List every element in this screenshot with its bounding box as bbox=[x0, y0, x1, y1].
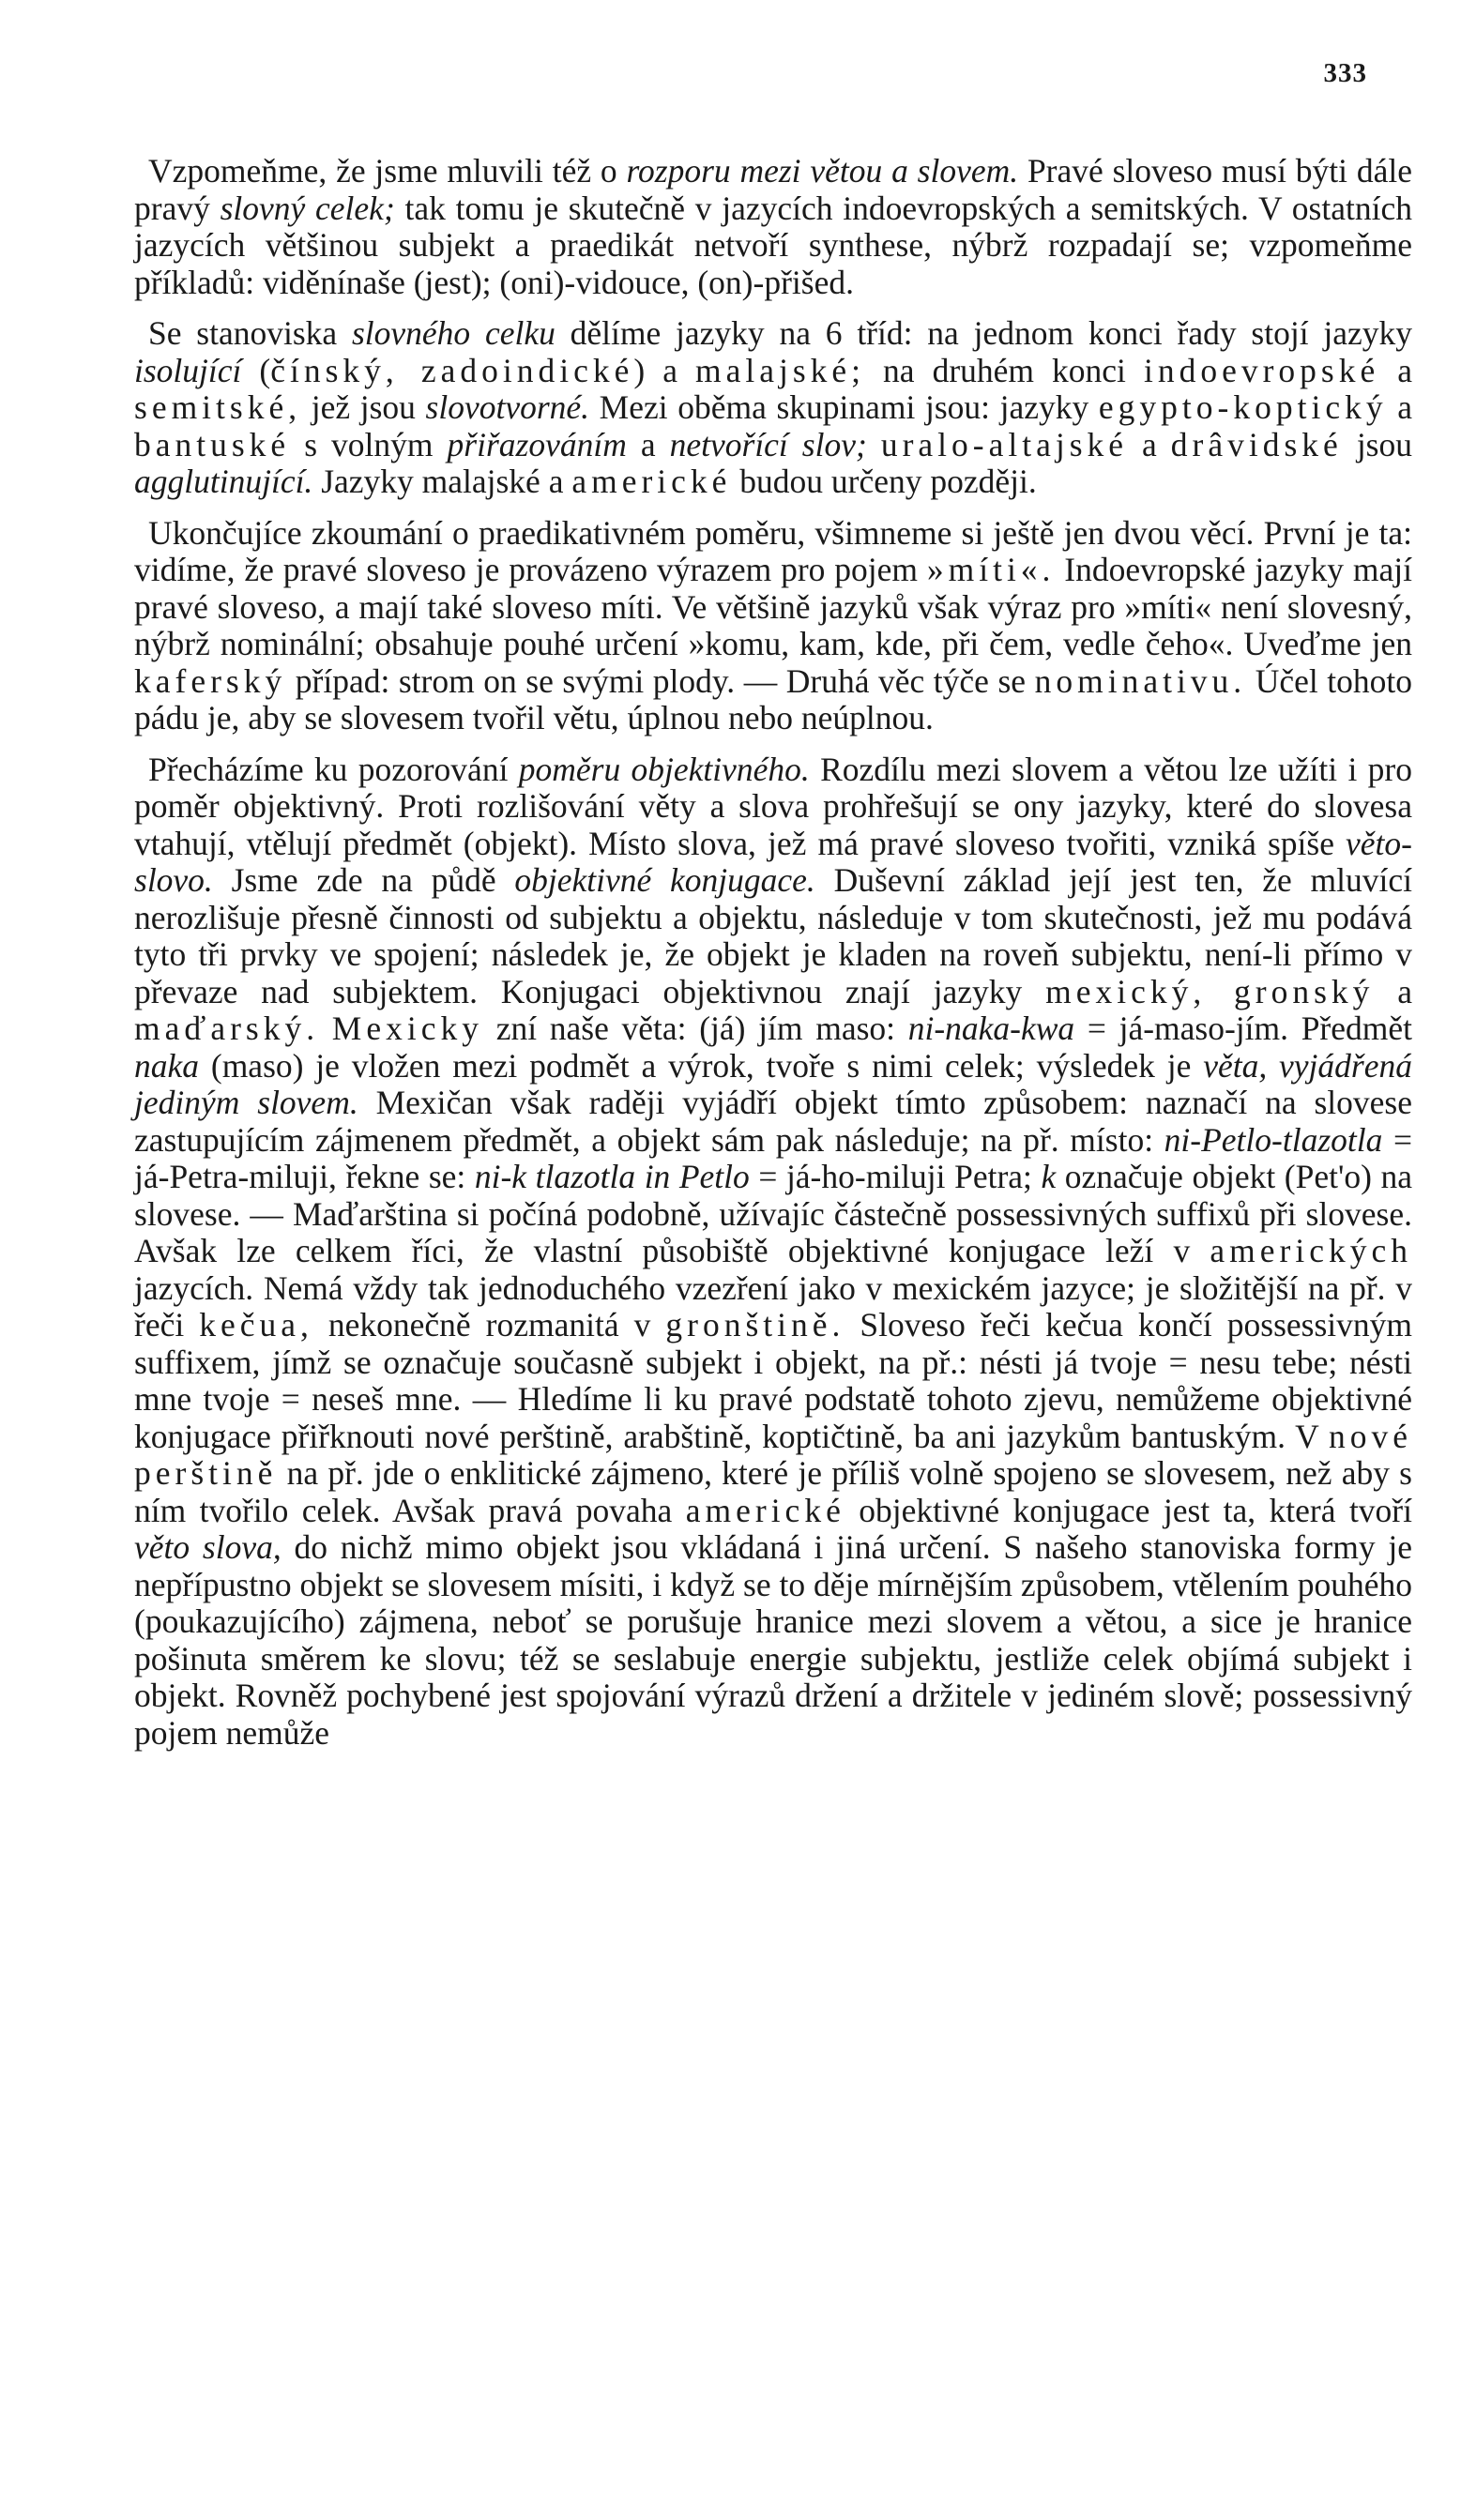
spaced-term: bantuské bbox=[134, 425, 291, 463]
text-run bbox=[319, 1010, 332, 1047]
spaced-term: drâvidské bbox=[1170, 425, 1343, 463]
text-run: = já-maso-jím. Předmět bbox=[1074, 1010, 1412, 1047]
italic-term: věto-slovo. bbox=[134, 824, 1412, 899]
text-run: do nichž mimo objekt jsou vkládaná i jiná určení. S našeho stanoviska formy je nepřípustno objekt se slovesem mísiti, i když se to děje mírnějším způsobem, vtělením pouhého (poukazujícího) zájmena, neboť se porušuje hranice mezi slovem a větou, a sice je hranice pošinuta směrem ke slovu; též se seslabuje energie subjektu, jestliže celek objímá subjekt i objekt. Rovněž pochybené jest spojování výrazů držení a držitele v jediném slově; possessivný pojem nemůže bbox=[134, 1528, 1413, 1752]
text-run: (maso) je vložen mezi podmět a výrok, tvoře s nimi celek; výsledek je bbox=[199, 1046, 1204, 1085]
text-run: Vzpomeňme, že jsme mluvili též o bbox=[148, 152, 627, 190]
spaced-term: nové perštině bbox=[134, 1417, 1412, 1492]
spaced-term: malajské; bbox=[694, 351, 866, 389]
text-run: tak tomu je skutečně v jazycích indoevropských a semitských. V ostatních jazycích většinou subjekt a praedikát netvoří synthese, nýbrž rozpadají se; vzpomeňme příkladů: viděnínaše (jest); (oni)-vidouce, (on)-přišed. bbox=[134, 189, 1412, 301]
italic-term: slovného celku bbox=[351, 314, 555, 352]
text-run: a bbox=[1128, 425, 1171, 463]
italic-term: isolující bbox=[134, 351, 242, 389]
text-run: s volným bbox=[290, 425, 448, 463]
spaced-term: »míti«. bbox=[926, 551, 1056, 588]
italic-term: k bbox=[1041, 1158, 1057, 1195]
text-run: Sloveso řeči kečua končí possessivným suffixem, jímž se označuje současně subjekt i objekt, na př.: nésti já tvoje = nesu tebe; nésti mne tvoje = neseš mne. — Hledíme li ku pravé podstatě tohoto zjevu, nemůžeme objektivné konjugace přiřknouti nové perštině, arabštině, koptičtině, ba ani jazykům bantuským. V bbox=[134, 1306, 1412, 1455]
text-run bbox=[867, 426, 881, 463]
text-run: Účel tohoto pádu je, aby se slovesem tvořil větu, úplnou nebo neúplnou. bbox=[134, 661, 1413, 736]
spaced-term: americké bbox=[571, 463, 732, 500]
text-run: Jazyky malajské a bbox=[312, 463, 572, 500]
italic-term: netvořící slov; bbox=[669, 425, 867, 463]
spaced-term: gronštině. bbox=[665, 1306, 845, 1343]
paragraph bbox=[134, 153, 1412, 301]
text-run: ) a bbox=[633, 351, 695, 389]
spaced-term: americké bbox=[685, 1491, 845, 1529]
text-body bbox=[134, 153, 1412, 1766]
spaced-term: uralo-altajské bbox=[880, 425, 1129, 463]
italic-term: slovný celek; bbox=[220, 189, 395, 227]
italic-term: přiřazováním bbox=[447, 425, 627, 463]
text-run: zní naše věta: (já) jím maso: bbox=[483, 1010, 908, 1047]
spaced-term: maďarský. bbox=[134, 1010, 320, 1047]
text-run: na př. jde o enklitické zájmeno, které je příliš volně spojeno se slovesem, než aby s ním tvořilo celek. Avšak pravá povaha bbox=[134, 1454, 1412, 1529]
paragraph bbox=[134, 315, 1412, 501]
spaced-term: nominativu. bbox=[1034, 661, 1247, 700]
text-run: Se stanoviska bbox=[148, 314, 352, 352]
paragraph bbox=[134, 515, 1412, 737]
text-run: Mezi oběma skupinami jsou: jazyky bbox=[589, 388, 1099, 426]
italic-term: věta, vyjádřená jediným slovem. bbox=[134, 1046, 1412, 1121]
spaced-term: kečua, bbox=[199, 1306, 313, 1343]
spaced-term: mexický, gronský bbox=[1045, 972, 1375, 1010]
spaced-term: čínský, zadoindické bbox=[270, 351, 634, 389]
italic-term: věto slova, bbox=[134, 1528, 282, 1566]
text-run: ( bbox=[241, 351, 271, 389]
italic-term: agglutinující. bbox=[134, 463, 313, 500]
text-run: a bbox=[626, 425, 670, 463]
spaced-term: Mexicky bbox=[331, 1010, 483, 1047]
text-run: = já-Petra-miluji, řekne se: bbox=[134, 1120, 1412, 1195]
page-number: 333 bbox=[1323, 58, 1367, 88]
text-run: Pravé sloveso musí býti dále pravý bbox=[134, 152, 1412, 227]
text-run: jazycích. Nemá vždy tak jednoduchého vzezření jako v mexickém jazyce; je složitější na př. v řeči bbox=[134, 1268, 1412, 1343]
text-run: nekonečně rozmanitá v bbox=[312, 1306, 666, 1343]
italic-term: poměru objektivného. bbox=[518, 750, 810, 788]
text-run: případ: strom on se svými plody. — Druhá věc týče se bbox=[286, 661, 1035, 700]
text-run: objektivné konjugace jest ta, která tvoří bbox=[845, 1491, 1412, 1529]
text-run: Ukončujíce zkoumání o praedikativném poměru, všimneme si ještě jen dvou věcí. První je ta: vidíme, že pravé sloveso je provázeno výrazem pro pojem bbox=[134, 513, 1412, 588]
text-run: Jsme zde na půdě bbox=[212, 861, 515, 899]
italic-term: slovotvorné. bbox=[425, 388, 590, 426]
text-run: označuje objekt (Pet'o) na slovese. — Maďarština si počíná podobně, užívajíc částečně possessivných suffixů při slovese. Avšak lze celkem říci, že vlastní působiště objektivné konjugace leží v bbox=[134, 1158, 1412, 1269]
text-run: Mexičan však raději vyjádří objekt tímto způsobem: naznačí na slovese zastupujícím zájmenem předmět, a objekt sám pak následuje; na př. místo: bbox=[134, 1084, 1412, 1159]
italic-term: ni-naka-kwa bbox=[907, 1010, 1075, 1047]
text-run: Duševní základ její jest ten, že mluvící nerozlišuje přesně činnosti od subjektu a objektu, následuje v tom skutečnosti, jež mu podává tyto tři prvky ve spojení; následek je, že objekt je kladen na roveň subjektu, není-li přímo v převaze nad subjektem. Konjugaci objektivnou znají jazyky bbox=[134, 861, 1412, 1010]
italic-term: ni-k tlazotla in Petlo bbox=[474, 1158, 750, 1195]
text-run: na druhém konci bbox=[865, 351, 1144, 389]
text-run: a bbox=[1387, 388, 1412, 426]
italic-term: ni-Petlo-tlazotla bbox=[1164, 1120, 1383, 1159]
paragraph bbox=[134, 751, 1412, 1753]
italic-term: rozporu mezi větou a slovem. bbox=[626, 152, 1019, 190]
text-run: a bbox=[1379, 351, 1412, 389]
text-run: Rozdílu mezi slovem a větou lze užíti i pro poměr objektivný. Proti rozlišování věty a slova prohřešují se ony jazyky, které do slovesa vtahují, vtělují předmět (objekt). Místo slova, jež má pravé sloveso tvořiti, vzniká spíše bbox=[134, 750, 1412, 862]
text-run: budou určeny později. bbox=[731, 463, 1037, 500]
text-run: jsou bbox=[1342, 425, 1412, 463]
italic-term: objektivné konjugace. bbox=[514, 861, 815, 899]
text-run: Indoevropské jazyky mají pravé sloveso, a mají také sloveso míti. Ve většině jazyků však výraz pro »míti« není slovesný, nýbrž nominální; obsahuje pouhé určení »komu, kam, kde, při čem, vedle čeho«. Uveďme jen bbox=[134, 551, 1412, 662]
spaced-term: egypto-koptický bbox=[1098, 388, 1388, 426]
spaced-term: indoevropské bbox=[1143, 351, 1380, 389]
italic-term: naka bbox=[134, 1046, 200, 1085]
text-run: a bbox=[1374, 972, 1412, 1010]
text-run: Přecházíme ku pozorování bbox=[148, 750, 519, 788]
text-run: dělíme jazyky na 6 tříd: na jednom konci řady stojí jazyky bbox=[555, 314, 1412, 352]
spaced-term: kaferský bbox=[134, 661, 287, 700]
spaced-term: amerických bbox=[1210, 1232, 1412, 1269]
text-run: jež jsou bbox=[301, 388, 426, 426]
spaced-term: semitské, bbox=[134, 388, 302, 426]
text-run: = já-ho-miluji Petra; bbox=[749, 1158, 1042, 1195]
